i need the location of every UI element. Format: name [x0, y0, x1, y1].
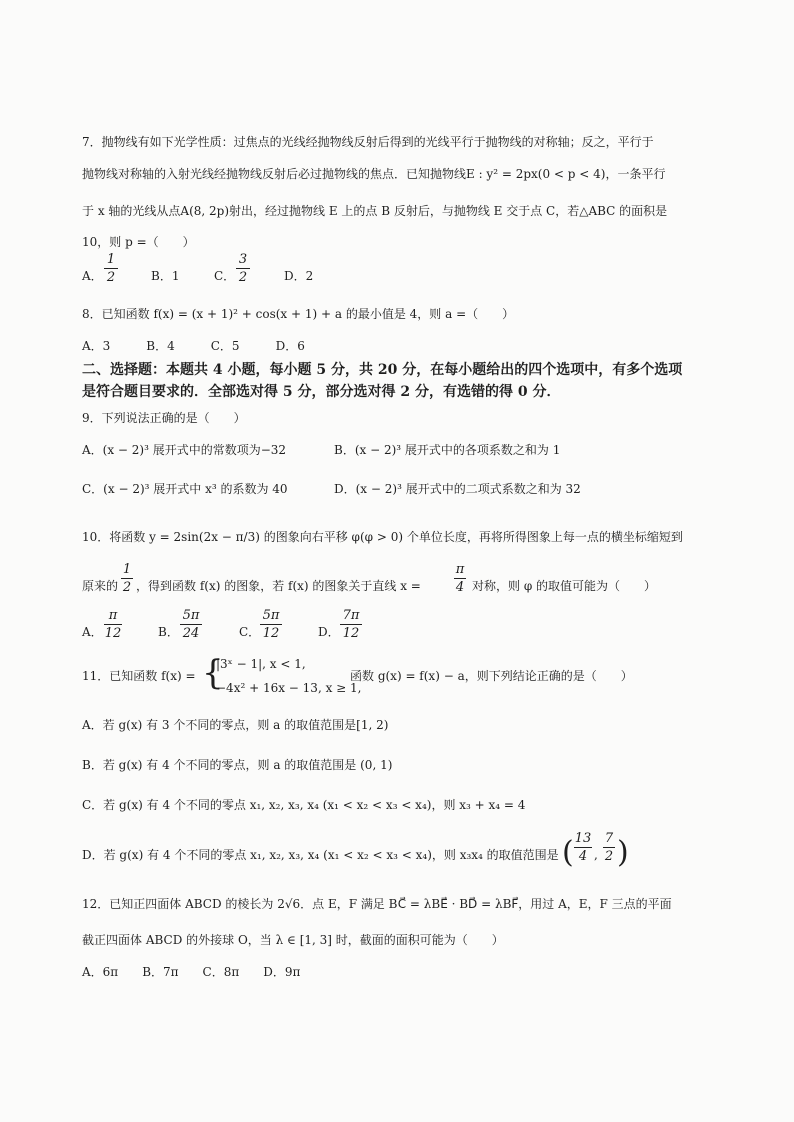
q10-option-a-denominator: 12 [104, 626, 122, 641]
section2-heading-line2: 是符合题目要求的．全部选对得 5 分，部分选对得 2 分，有选错的得 0 分． [82, 384, 561, 400]
q10-option-d-label: D． [318, 625, 340, 639]
q7-line3: 于 x 轴的光线从点A(8, 2p)射出，经过抛物线 E 上的点 B 反射后，与抛物线 E 交于点 C，若△ABC 的面积是 [82, 204, 668, 218]
q8-line1: 8．已知函数 f(x) = (x + 1)² + cos(x + 1) + a 的最小值是 4，则 a =（ ） [82, 307, 515, 321]
q7-option-d: D．2 [284, 269, 314, 283]
fraction-bar [104, 624, 122, 625]
q10-option-d-numerator: 7π [342, 608, 360, 623]
q10-line2-middle: ，得到函数 f(x) 的图象，若 f(x) 的图象关于直线 x = [136, 579, 421, 593]
q7-option-a-denominator: 2 [106, 270, 116, 285]
q10-pi4-numerator: π [455, 562, 465, 577]
q11-option-d-fraction2 [603, 831, 615, 864]
q10-option-b-numerator: 5π [182, 608, 200, 623]
q7-option-a-numerator: 1 [106, 252, 116, 267]
q11-option-d: D．若 g(x) 有 4 个不同的零点 x₁, x₂, x₃, x₄ (x₁ < x₂ < x₃ < x₄)，则 x₃x₄ 的取值范围是 [82, 848, 559, 862]
q9-option-d: D．(x − 2)³ 展开式中的二项式系数之和为 32 [334, 482, 581, 496]
q10-half-denominator: 2 [122, 580, 132, 595]
q10-half-fraction [121, 562, 133, 595]
q11-option-d-open-paren: ( [562, 835, 574, 870]
q10-option-c-numerator: 5π [262, 608, 280, 623]
q7-option-c-denominator: 2 [238, 270, 248, 285]
fraction-bar [574, 847, 592, 848]
q12-options: A．6π B．7π C．8π D．9π [82, 965, 301, 979]
q7-option-c-label: C． [214, 269, 236, 283]
fraction-bar [454, 578, 466, 579]
q11-option-b: B．若 g(x) 有 4 个不同的零点，则 a 的取值范围是 (0, 1) [82, 758, 393, 772]
q7-line1: 7．抛物线有如下光学性质：过焦点的光线经抛物线反射后得到的光线平行于抛物线的对称轴；反之，平行于 [82, 135, 654, 149]
q10-option-a-numerator: π [108, 608, 118, 623]
fraction-bar [180, 624, 202, 625]
q10-option-d-denominator: 12 [342, 626, 360, 641]
q12-line1: 12．已知正四面体 ABCD 的棱长为 2√6．点 E，F 满足 BC⃗ = λBE⃗ · BD⃗ = λBF⃗，用过 A，E，F 三点的平面 [82, 897, 672, 911]
q11-option-a: A．若 g(x) 有 3 个不同的零点，则 a 的取值范围是[1, 2) [82, 718, 389, 732]
q9-line1: 9．下列说法正确的是（ ） [82, 411, 246, 425]
q10-option-b-fraction [180, 608, 202, 641]
fraction-bar [121, 578, 133, 579]
q11-option-d-comma: , [594, 848, 598, 862]
q11-case1: |3ˣ − 1|, x < 1, [216, 657, 306, 671]
q12-line2: 截正四面体 ABCD 的外接球 O，当 λ ∈ [1, 3] 时，截面的面积可能为（ ） [82, 933, 504, 947]
q10-option-b-label: B． [158, 625, 179, 639]
section2-heading-line1: 二、选择题：本题共 4 小题，每小题 5 分，共 20 分，在每小题给出的四个选项中，有多个选项 [82, 362, 683, 378]
q10-option-c-label: C． [239, 625, 261, 639]
q9-option-b: B．(x − 2)³ 展开式中的各项系数之和为 1 [334, 443, 561, 457]
fraction-bar [340, 624, 362, 625]
q10-line2-end: 对称，则 φ 的取值可能为（ ） [472, 579, 657, 593]
q10-option-a-label: A． [82, 625, 103, 639]
q10-pi4-fraction [454, 562, 466, 595]
q11-option-d-denominator2: 2 [604, 849, 614, 864]
q10-half-numerator: 1 [122, 562, 132, 577]
q7-line2: 抛物线对称轴的入射光线经抛物线反射后必过抛物线的焦点．已知抛物线E : y² = 2px(0 < p < 4)，一条平行 [82, 167, 666, 181]
q11-prefix: 11．已知函数 f(x) = [82, 669, 196, 683]
q10-option-c-fraction [260, 608, 282, 641]
q11-option-d-denominator1: 4 [578, 849, 588, 864]
q10-option-d-fraction [340, 608, 362, 641]
q8-options: A．3 B．4 C．5 D．6 [82, 339, 305, 353]
q11-option-d-numerator1: 13 [574, 831, 592, 846]
q7-line4: 10，则 p =（ ） [82, 235, 195, 249]
q10-line2-start: 原来的 [82, 579, 119, 593]
fraction-bar [236, 268, 250, 269]
fraction-bar [260, 624, 282, 625]
q9-option-c: C．(x − 2)³ 展开式中 x³ 的系数为 40 [82, 482, 288, 496]
q11-suffix: 函数 g(x) = f(x) − a，则下列结论正确的是（ ） [350, 669, 633, 683]
q10-option-c-denominator: 12 [262, 626, 280, 641]
q10-option-a-fraction [104, 608, 122, 641]
q10-pi4-denominator: 4 [455, 580, 465, 595]
q10-line1: 10．将函数 y = 2sin(2x − π/3) 的图象向右平移 φ(φ > 0) 个单位长度，再将所得图象上每一点的横坐标缩短到 [82, 530, 683, 544]
q11-option-d-close-paren: ) [617, 835, 629, 870]
q11-option-c: C．若 g(x) 有 4 个不同的零点 x₁, x₂, x₃, x₄ (x₁ < x₂ < x₃ < x₄)，则 x₃ + x₄ = 4 [82, 798, 526, 812]
fraction-bar [603, 847, 615, 848]
q7-option-c-fraction [236, 252, 250, 285]
q7-option-b: B．1 [151, 269, 180, 283]
q11-piecewise-brace-icon: { [202, 653, 224, 693]
q11-case2: −4x² + 16x − 13, x ≥ 1, [216, 681, 362, 695]
q11-option-d-numerator2: 7 [604, 831, 614, 846]
fraction-bar [104, 268, 118, 269]
q10-option-b-denominator: 24 [182, 626, 200, 641]
q7-option-c-numerator: 3 [238, 252, 248, 267]
q11-option-d-fraction1 [574, 831, 592, 864]
q9-option-a: A．(x − 2)³ 展开式中的常数项为−32 [82, 443, 287, 457]
q7-option-a-label: A． [82, 269, 103, 283]
q7-option-a-fraction [104, 252, 118, 285]
